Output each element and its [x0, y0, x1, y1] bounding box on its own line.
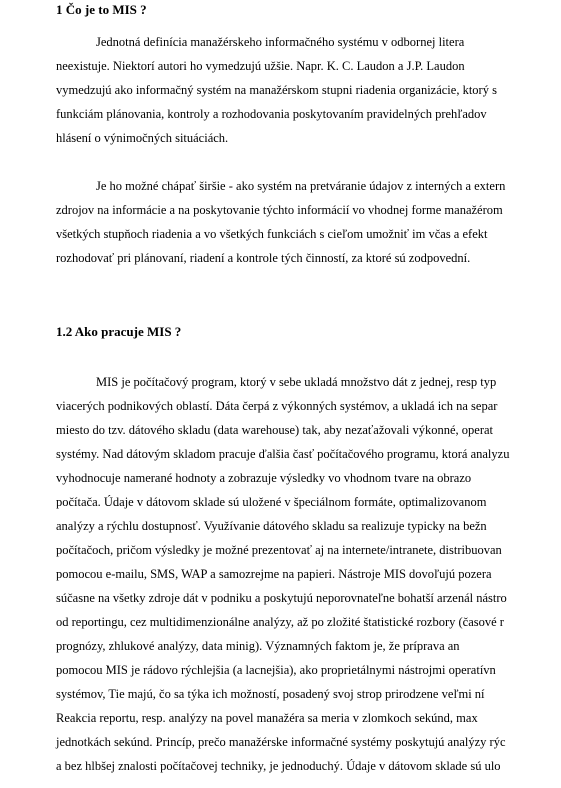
text-line: Je ho možné chápať širšie - ako systém na pretváranie údajov z interných a extern: [96, 179, 506, 193]
text-line: pomocou e-mailu, SMS, WAP a samozrejme na papieri. Nástroje MIS dovoľujú pozera: [56, 567, 492, 581]
text-line: prognózy, zhlukové analýzy, data minig). Významných faktom je, že príprava an: [56, 639, 460, 653]
text-line: Reakcia reportu, resp. analýzy na povel manažéra sa meria v zlomkoch sekúnd, max: [56, 711, 478, 725]
text-line: systémov, Tie majú, čo sa týka ich možností, posadený svoj strop prirodzene veľmi ní: [56, 687, 485, 701]
text-line: všetkých stupňoch riadenia a vo všetkých funkciách s cieľom umožniť im včas a efekt: [56, 227, 488, 241]
text-line: súčasne na všetky zdroje dát v podniku a poskytujú neporovnateľne bohatší arzenál nástro: [56, 591, 507, 605]
paragraph: [56, 370, 561, 778]
text-line: počítačoch, pričom výsledky je možné prezentovať aj na internete/intranete, distribuovan: [56, 543, 502, 557]
text-line: od reportingu, cez multidimenzionálne analýzy, až po zložité štatistické rozbory (časové r: [56, 615, 504, 629]
text-line: Jednotná definícia manažérskeho informačného systému v odbornej litera: [96, 35, 465, 49]
section-heading: 1.2 Ako pracuje MIS ?: [56, 324, 182, 339]
text-line: systémy. Nad dátovým skladom pracuje ďalšia časť počítačového programu, ktorá analyzu: [56, 447, 510, 461]
text-line: funkciám plánovania, kontroly a rozhodovania poskytovaním pravidelných prehľadov: [56, 107, 487, 121]
paragraph: [56, 30, 561, 150]
text-line: rozhodovať pri plánovaní, riadení a kontrole tých činností, za ktoré sú zodpovední.: [56, 251, 471, 265]
text-line: zdrojov na informácie a na poskytovanie týchto informácií vo vhodnej forme manažérom: [56, 203, 503, 217]
text-line: jednotkách sekúnd. Princíp, prečo manažérske informačné systémy poskytujú analýzy rýc: [56, 735, 506, 749]
text-line: vymedzujú ako informačný systém na manažérskom stupni riadenia organizácie, ktorý s: [56, 83, 497, 97]
text-line: hlásení o výnimočných situáciách.: [56, 131, 229, 145]
text-line: viacerých podnikových oblastí. Dáta čerpá z výkonných systémov, a ukladá ich na separ: [56, 399, 498, 413]
section-heading: 1 Čo je to MIS ?: [56, 2, 147, 17]
text-line: MIS je počítačový program, ktorý v sebe ukladá množstvo dát z jednej, resp typ: [96, 375, 497, 389]
text-line: a bez hlbšej znalosti počítačovej techniky, je jednoduchý. Údaje v dátovom sklade sú ulo: [56, 759, 501, 773]
text-line: počítača. Údaje v dátovom sklade sú uložené v špeciálnom formáte, optimalizovanom: [56, 495, 487, 509]
text-line: pomocou MIS je rádovo rýchlejšia (a lacnejšia), ako proprietálnymi nástrojmi operatívn: [56, 663, 496, 677]
paragraph: [56, 174, 561, 270]
text-line: analýzy a rýchlu dostupnosť. Využívanie dátového skladu sa realizuje typicky na bežn: [56, 519, 487, 533]
text-line: vyhodnocuje namerané hodnoty a zobrazuje výsledky vo vhodnom tvare na obrazo: [56, 471, 472, 485]
text-line: miesto do tzv. dátového skladu (data warehouse) tak, aby nezaťažovali výkonné, operat: [56, 423, 494, 437]
text-line: neexistuje. Niektorí autori ho vymedzujú užšie. Napr. K. C. Laudon a J.P. Laudon: [56, 59, 465, 73]
